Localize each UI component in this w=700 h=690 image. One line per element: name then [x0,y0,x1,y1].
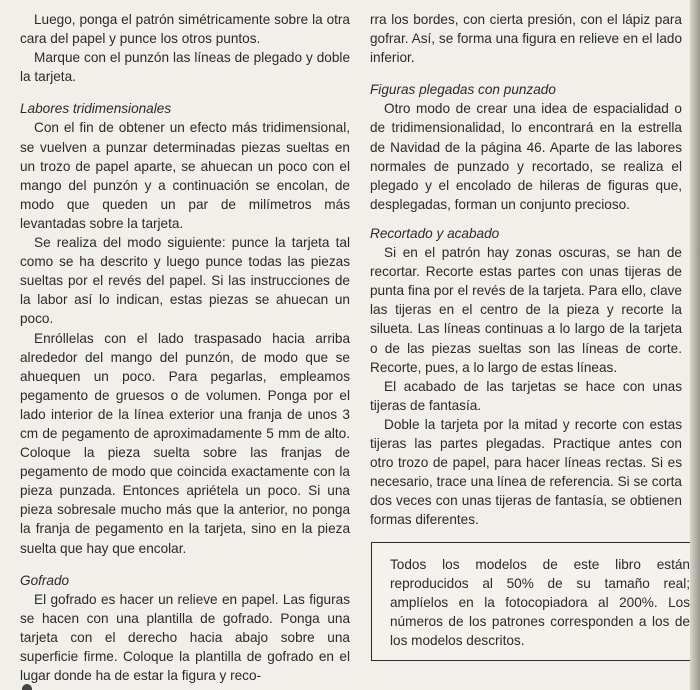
section-heading-plegadas: Figuras plegadas con punzado [370,82,556,98]
paragraph: Si en el patrón hay zonas oscuras, se han de recortar. Recorte estas partes con unas tijeras de punta fina por el revés de la tarjeta. Para ello, clave las tijeras en el centro de la pieza y recorte la silueta. Las líneas continuas a lo largo de la tarjeta o de las piezas sueltas son las líneas de corte. Recorte, pues, a lo largo de estas líneas. [370,245,682,375]
paragraph: Otro modo de crear una idea de espacialidad o de tridimensionalidad, lo encontrará en la estrella de Navidad de la página 46. Aparte de las labores normales de punzado y recortado, se realiza el plegado y el encolado de hileras de figuras que, desplegadas, forman un conjunto precioso. [370,101,682,212]
left-column [20,10,350,685]
page-edge [690,0,700,690]
notice-text: Todos los modelos de este libro están reproducidos al 50% de su tamaño real; amplíelos en la fotocopiadora al 200%. Los números de los patrones corresponden a los de los modelos descritos. [390,557,690,649]
paragraph: Doble la tarjeta por la mitad y recorte con estas tijeras las partes plegadas. Practique antes con otro trozo de papel, para hacer líneas rectas. Si es necesario, trace una línea de referencia. Si se corta dos veces con unas tijeras de fantasía, se obtienen formas diferentes. [370,416,682,528]
paragraph: Marque con el punzón las líneas de plegado y doble la tarjeta. [20,50,350,85]
paragraph: Luego, ponga el patrón simétricamente sobre la otra cara del papel y punce los otros puntos. [20,12,350,47]
paragraph: Con el fin de obtener un efecto más tridimensional, se vuelven a punzar determinadas piezas sueltas en un trozo de papel aparte, se ahuecan un poco con el mango del punzón y a continuación se encolan, de modo que queden un par de milímetros más levantadas sobre la tarjeta. [20,120,350,231]
notice-box [371,542,700,661]
section-heading-recortado: Recortado y acabado [370,225,500,241]
section-heading-gofrado: Gofrado [20,572,70,588]
page-number-fragment [22,684,32,690]
paragraph: El acabado de las tarjetas se hace con unas tijeras de fantasía. [370,378,682,413]
paragraph: rra los bordes, con cierta presión, con el lápiz para gofrar. Así, se forma una figura en relieve en el lado inferior. [370,12,682,66]
section-heading-tridimensionales: Labores tridimensionales [20,101,172,117]
paragraph: Enróllelas con el lado traspasado hacia arriba alrededor del mango del punzón, de modo que se ahuequen un poco. Para pegarlas, empleamos pegamento de gruesos o de volumen. Ponga por el lado interior de la línea exterior una franja de unos 3 cm de pegamento de aproximadamente 5 mm de alto. Coloque la pieza suelta sobre las franjas de pegamento de modo que coincida exactamente con la pieza punzada. Entonces apriételа un poco. Si una pieza sobresale mucho más que la anterior, no ponga la franja de pegamento en la tarjeta, sino en la pieza suelta que hay que encolar. [20,330,350,556]
right-column [370,10,682,529]
paragraph: Se realiza del modo siguiente: punce la tarjeta tal como se ha descrito y luego punce todas las piezas sueltas por el revés del papel. Si las instrucciones de la labor así lo indican, estas piezas se ahuecan un poco. [20,235,350,327]
paragraph: El gofrado es hacer un relieve en papel. Las figuras se hacen con una plantilla de gofrado. Ponga una tarjeta con el derecho hacia abajo sobre una superficie firme. Coloque la plantilla de gofrado en el lugar donde ha de estar la figura y reco- [20,591,350,684]
